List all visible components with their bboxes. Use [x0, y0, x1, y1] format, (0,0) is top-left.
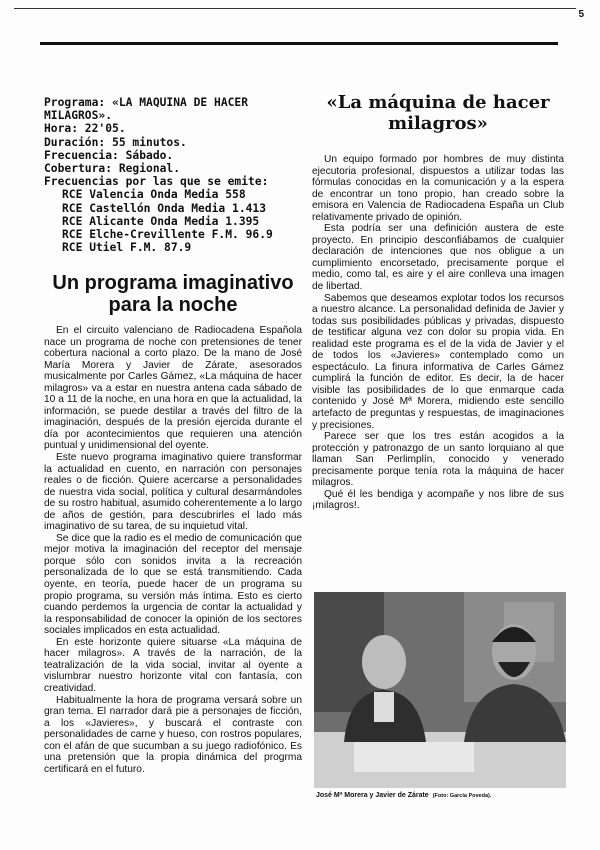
paragraph: Habitualmente la hora de programa versará sobre un gran tema. El narrador dará pie a personajes de ficción, a los «Javieres», y buscará el contraste con personalidades de carne y hueso, con rostros populares, con el afán de que sucumban a su juego radiofónico. Es una pretensión que la propia dinámica del progrma certificará en el futuro.: [44, 694, 302, 775]
photo-illustration: [314, 592, 566, 788]
header-thick-rule: [40, 42, 558, 45]
page-number: 5: [578, 9, 584, 20]
paragraph: Esta podría ser una definición austera de este proyecto. En principio desconfiábamos de cualquier declaración de intenciones que nos obligue a un cumplimiento encorsetado, precisamente porque el medio, como tal, es aire y el aire conlleva una imagen de libertad.: [312, 223, 564, 293]
frecuencias-header: Frecuencias por las que se emite:: [44, 175, 269, 189]
top-rule: [14, 8, 576, 9]
frecuencia-line: Frecuencia: Sábado.: [44, 148, 174, 162]
station-item: RCE Utiel F.M. 87.9: [62, 241, 192, 255]
duracion-line: Duración: 55 minutos.: [44, 135, 187, 149]
station-item: RCE Valencia Onda Media 558: [62, 188, 246, 202]
paragraph: Se dice que la radio es el medio de comunicación que mejor motiva la imaginación del receptor del mensaje porque sólo con sonidos invita a la recreación personalizada de lo que se está transmitiendo. Cada oyente, en teoría, puede hacer de un programa su propio programa, su versión más íntima. Esto es cierto cuando perdemos la urgencia de contar la actualidad y la responsabilidad de conocer la opinión de los sectores sociales implicados en esta actualidad.: [44, 532, 302, 637]
paragraph: Sabemos que deseamos explotar todos los recursos a nuestro alcance. La personalidad definida de Javier y todas sus posibilidades públicas y privadas, dispuesto de testificar alguna vez con dolor su propia vida. En realidad este programa es el de la vida de Javier y el de todos los «Javieres» contemplado como un espectáculo. La finura informativa de Carles Gámez cumplirá la función de editor. Es decir, la de hacer visible las posibilidades de lo que enmarque cada contenido y José Mª Morera, midiendo este sencillo artefacto de preguntas y respuestas, de imaginaciones y precisiones.: [312, 292, 564, 431]
paragraph: Qué él les bendiga y acompañe y nos libre de sus ¡milagros!.: [312, 488, 564, 512]
paragraph: En este horizonte quiere situarse «La máquina de hacer milagros». A través de la narración, de la teatralización de la vida social, invitar al oyente a vislumbrar nuestro horizonte vital con fantasía, con creatividad.: [44, 636, 302, 694]
paragraph: Un equipo formado por hombres de muy distinta ejecutoria profesional, dispuestos a utilizar todas las fórmulas conocidas en la comunicación y a la espera de encontrar un tono propio, han creado sobre la emisora en Valencia de Radiocadena España un Club relativamente privado de opinión.: [312, 154, 564, 223]
program-label: Programa: «LA MAQUINA DE HACER MILAGROS».: [44, 96, 249, 123]
left-article-title: Un programa imaginativo para la noche: [52, 272, 294, 316]
caption-text: José Mª Morera y Javier de Zárate: [316, 792, 429, 799]
paragraph: Parece ser que los tres están acogidos a la protección y patronazgo de un santo lorquiano al que llaman San Perlimplín, conocido y venerado precisamente porque tenía rota la máquina de hacer milagros.: [312, 431, 564, 489]
right-article-body: [312, 154, 564, 512]
station-item: RCE Castellón Onda Media 1.413: [62, 201, 267, 215]
photo-caption: [316, 792, 491, 799]
station-item: RCE Elche-Crevillente F.M. 96.9: [62, 228, 273, 242]
left-article-body: [44, 325, 302, 775]
cobertura-line: Cobertura: Regional.: [44, 162, 181, 176]
right-article-title: «La máquina de hacer milagros»: [326, 92, 550, 134]
article-photo: [314, 592, 566, 788]
paragraph: En el circuito valenciano de Radiocadena Española nace un programa de noche con pretensiones de tener cobertura nacional a corto plazo. De la mano de José María Morera y Javier de Zárate, asesorados musicalmente por Carles Gámez, «La máquina de hacer milagros» va a estar en nuestra antena cada sábado de 10 a 11 de la noche, en una hora en que la actualidad, la información, se puede destilar a través del filtro de la imaginación, después de la presión ejercida durante el día por acontecimientos que requieren una atención puntual y unidimensional del oyente.: [44, 325, 302, 452]
hora-line: Hora: 22'05.: [44, 122, 126, 136]
photo-credit: (Foto: García Poveda).: [432, 793, 492, 799]
paragraph: Este nuevo programa imaginativo quiere transformar la actualidad en cuento, en narración con personajes reales o de ficción. Quiere acercarse a personalidades de nuestra vida social, política y cultural desarmándoles de su rostro habitual, asumido coherentemente a lo largo de años de gestión, para descubrirles el lado más imaginativo de su tarea, de su inquietud vital.: [44, 452, 302, 533]
program-info-block: [44, 96, 302, 254]
station-item: RCE Alicante Onda Media 1.395: [62, 214, 260, 228]
